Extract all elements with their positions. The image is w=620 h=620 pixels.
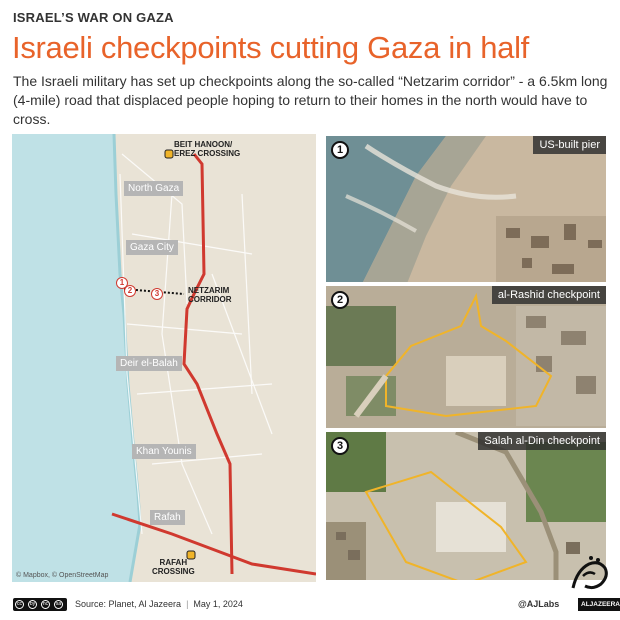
map-marker-1: 1 (116, 277, 128, 289)
rafah-crossing-label: RAFAH CROSSING (152, 558, 195, 576)
footer (13, 598, 620, 614)
photo-number-2: 2 (331, 291, 349, 309)
map-attribution: © Mapbox, © OpenStreetMap (16, 572, 109, 579)
source-line: Source: Planet, Al Jazeera | May 1, 2024 (75, 599, 243, 609)
aljazeera-badge: ALJAZEERA (578, 598, 620, 611)
photo-number-1: 1 (331, 141, 349, 159)
area-label-north-gaza: North Gaza (124, 181, 183, 196)
satellite-image-2 (326, 286, 608, 430)
photo-us-built-pier (324, 134, 608, 284)
area-label-deir-el-balah: Deir el-Balah (116, 356, 182, 371)
kicker: ISRAEL’S WAR ON GAZA (13, 10, 174, 25)
photo-al-rashid-checkpoint (324, 284, 608, 430)
photo-caption-1: US-built pier (533, 136, 606, 154)
source-text: Source: Planet, Al Jazeera (75, 599, 182, 609)
area-label-rafah: Rafah (150, 510, 185, 525)
aljazeera-logo (565, 550, 613, 600)
netzarim-corridor-label: NETZARIM CORRIDOR (188, 286, 232, 304)
erez-crossing-icon (165, 150, 173, 158)
photo-caption-2: al-Rashid checkpoint (492, 286, 606, 304)
date-text: May 1, 2024 (193, 599, 243, 609)
creative-commons-icon: cc by nc sa (13, 598, 67, 611)
southern-border (112, 514, 316, 574)
photo-number-3: 3 (331, 437, 349, 455)
gaza-map (12, 134, 316, 582)
area-label-gaza-city: Gaza City (126, 240, 178, 255)
roads (120, 154, 272, 534)
page-title: Israeli checkpoints cutting Gaza in half (12, 30, 529, 65)
description: The Israeli military has set up checkpoints along the so-called “Netzarim corridor” - a 6.5km long (4-mile) road that displaced people hoping to return to their homes in the north would have to cross. (13, 73, 608, 127)
area-label-khan-younis: Khan Younis (132, 444, 196, 459)
satellite-image-1 (326, 136, 608, 284)
map-marker-2: 2 (124, 285, 136, 297)
erez-crossing-label: BEIT HANOON/ EREZ CROSSING (174, 140, 241, 158)
photo-caption-3: Salah al-Din checkpoint (478, 432, 606, 450)
map-marker-3: 3 (151, 288, 163, 300)
border-line (184, 154, 232, 574)
ajlabs-handle: @AJLabs (518, 599, 560, 609)
